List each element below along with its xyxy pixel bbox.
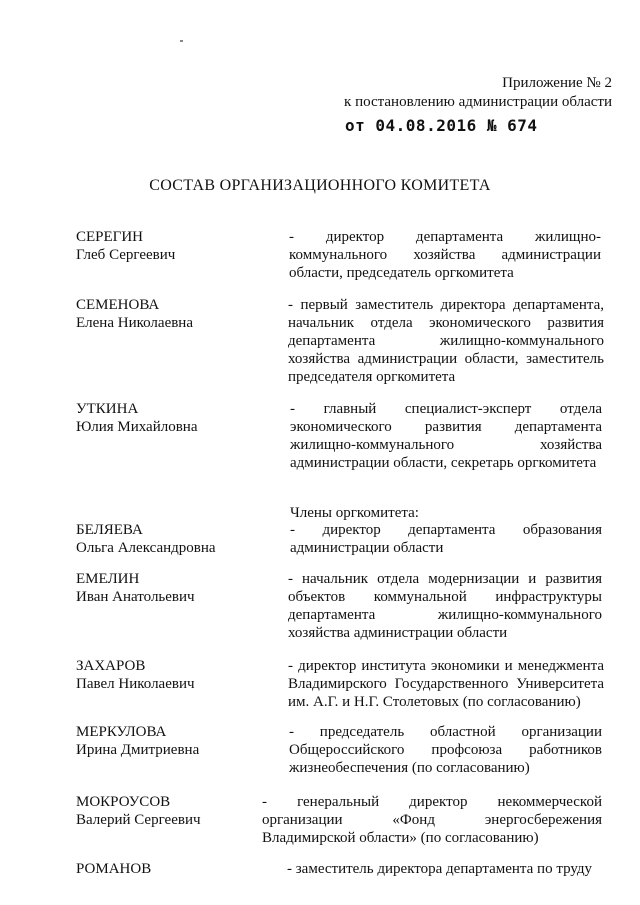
role-line: - заместитель директора департамента по труду (287, 861, 593, 877)
appendix-number: Приложение № 2 (502, 75, 612, 91)
role-line: жизнеобеспечения (по согласованию) (289, 760, 530, 776)
appendix-reference: к постановлению администрации области (344, 94, 612, 110)
member-name (76, 228, 276, 264)
role-line: администрации области (290, 540, 444, 556)
member-surname: СЕМЕНОВА (76, 297, 160, 313)
member-name (76, 860, 276, 878)
member-role (288, 570, 602, 642)
role-line: администрации области, секретарь оргкомитета (290, 455, 597, 471)
member-role (262, 793, 602, 847)
member-role (289, 723, 602, 777)
role-line: - директор департамента образования (290, 522, 602, 538)
member-surname: УТКИНА (76, 401, 139, 417)
role-line: - первый заместитель директора департамента, (288, 297, 604, 313)
member-given-name: Елена Николаевна (76, 315, 193, 331)
role-line: - директор департамента жилищно- (289, 229, 601, 245)
member-given-name: Павел Николаевич (76, 676, 195, 692)
role-line: департамента жилищно-коммунального (288, 333, 604, 349)
member-role (289, 228, 601, 282)
member-given-name: Ольга Александровна (76, 540, 216, 556)
role-line: Владимирского Государственного Университета (288, 676, 604, 692)
members-label: Члены оргкомитета: (290, 505, 419, 521)
role-line: им. А.Г. и Н.Г. Столетовых (по согласованию) (288, 694, 581, 710)
role-line: жилищно-коммунального хозяйства (290, 437, 602, 453)
role-line: департамента жилищно-коммунального (288, 607, 602, 623)
role-line: - председатель областной организации (289, 724, 602, 740)
role-line: начальник отдела экономического развития (288, 315, 604, 331)
role-line: председателя оргкомитета (288, 369, 456, 385)
member-name (76, 521, 276, 557)
role-line: коммунального хозяйства администрации (289, 247, 601, 263)
member-name (76, 570, 276, 606)
member-name (76, 296, 276, 332)
member-role (290, 521, 602, 557)
role-line: организации «Фонд энергосбережения (262, 812, 602, 828)
role-line: - генеральный директор некоммерческой (262, 794, 602, 810)
member-given-name: Валерий Сергеевич (76, 812, 201, 828)
role-line: хозяйства администрации области, заместитель (288, 351, 604, 367)
member-given-name: Ирина Дмитриевна (76, 742, 200, 758)
document-title: СОСТАВ ОРГАНИЗАЦИОННОГО КОМИТЕТА (149, 177, 491, 194)
role-line: хозяйства администрации области (288, 625, 508, 641)
member-surname: ЕМЕЛИН (76, 571, 140, 587)
member-role (287, 860, 603, 878)
member-name (76, 657, 276, 693)
member-role (288, 296, 604, 386)
member-given-name: Глеб Сергеевич (76, 247, 176, 263)
role-line: объектов коммунальной инфраструктуры (288, 589, 602, 605)
member-name (76, 793, 276, 829)
member-role (288, 657, 604, 711)
role-line: - начальник отдела модернизации и развития (288, 571, 602, 587)
member-surname: МЕРКУЛОВА (76, 724, 167, 740)
role-line: - директор института экономики и менеджмента (288, 658, 604, 674)
role-line: - главный специалист-эксперт отдела (290, 401, 602, 417)
role-line: экономического развития департамента (290, 419, 602, 435)
scan-speck (180, 40, 183, 42)
member-surname: МОКРОУСОВ (76, 794, 171, 810)
member-given-name: Иван Анатольевич (76, 589, 195, 605)
decree-date-stamp: от 04.08.2016 № 674 (345, 116, 538, 135)
member-surname: БЕЛЯЕВА (76, 522, 143, 538)
member-name (76, 400, 276, 436)
member-surname: РОМАНОВ (76, 861, 152, 877)
member-surname: СЕРЕГИН (76, 229, 144, 245)
member-surname: ЗАХАРОВ (76, 658, 146, 674)
member-role (290, 400, 602, 472)
member-given-name: Юлия Михайловна (76, 419, 198, 435)
role-line: Владимирской области» (по согласованию) (262, 830, 539, 846)
role-line: Общероссийского профсоюза работников (289, 742, 602, 758)
member-name (76, 723, 276, 759)
role-line: области, председатель оргкомитета (289, 265, 514, 281)
